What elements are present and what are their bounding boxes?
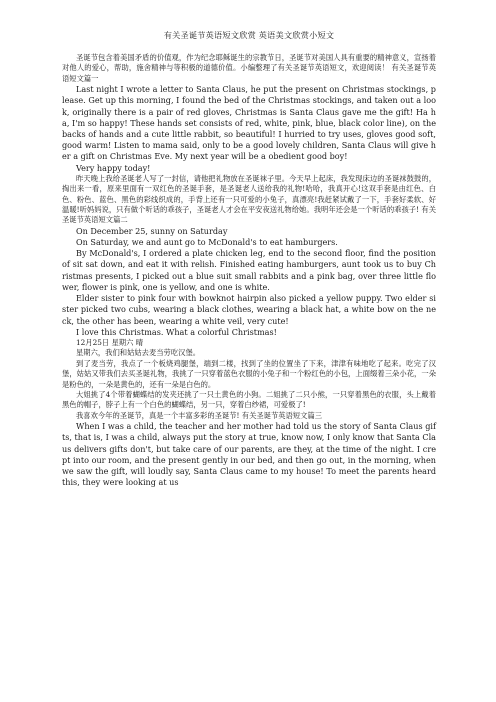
mcdonalds-paragraph-zh: 到了麦当劳，我点了一个板烧鸡腿堡，端到二楼，找到了坐的位置坐了下来，津津有味地吃了起来。吃完了汉堡，姑姑又带我们去买圣诞礼物，我挑了一只穿着蓝色衣服的小兔子和一个粉红色的小包，上面缀着三朵小花，一朵是粉色的，一朵是黄色的，还有一朵是白色的。 bbox=[62, 358, 436, 389]
letter-paragraph-zh: 昨天晚上我给圣诞老人写了一封信，请他把礼物放在圣诞袜子里。今天早上起床，我发现床边的圣诞袜鼓鼓的，掏出来一看，原来里面有一双红色的圣诞手套，是圣诞老人送给我的礼物!哈哈，我真开心!这双手套是由红色、白色、粉色、蓝色、黑色的彩线织成的，手背上还有一只可爱的小兔子，真漂亮!我赶紧试戴了一下，手套好柔软、好温暖!听妈妈说，只有做个听话的乖孩子，圣诞老人才会在平安夜送礼物给她。我明年还会是一个听话的乖孩子! 有关圣诞节英语短文篇二 bbox=[62, 173, 436, 225]
happy-line-en: Very happy today! bbox=[76, 162, 151, 173]
sisters-paragraph-zh: 大姐挑了4个带着蝴蝶结的发夹还挑了一只土黄色的小狗。二姐挑了二只小熊，一只穿着黑色的衣服，头上戴着黑色的帽子，脖子上有一个白色的蝴蝶结，另一只，穿着白纱裙，可爱极了! bbox=[62, 389, 436, 410]
date-line-zh: 12月25日 星期六 晴 bbox=[76, 337, 143, 347]
mcdonalds-paragraph-en: By McDonald's, I ordered a plate chicken leg, end to the second floor, find the position of sit sat down, and eat it with relish. Finished eating hamburgers, aunt took us to buy Christmas presents, I picked out a blue suit small rabbits and a pink bag, over three little flower, flower is pink, one is yellow, and one is white. bbox=[62, 248, 436, 292]
saturday-line-zh: 星期六，我们和姑姑去麦当劳吃汉堡。 bbox=[76, 348, 201, 358]
intro-paragraph: 圣诞节包含着美国矛盾的价值观，作为纪念耶稣诞生的宗教节日，圣诞节对美国人具有重要的精神意义，宣扬着对他人的爱心，帮助，施舍精神与等积极的道德价值。小编整理了有关圣诞节英语短文，欢迎阅读！ 有关圣诞节英语短文篇一 bbox=[62, 53, 436, 83]
love-christmas-line-en: I love this Christmas. What a colorful Christmas! bbox=[76, 326, 277, 337]
sisters-paragraph-en: Elder sister to pink four with bowknot hairpin also picked a yellow puppy. Two elder sister picked two cubs, wearing a black clothes, wearing a black hat, a white bow on the neck, the other has been, wearing a white veil, very cute! bbox=[62, 293, 436, 326]
love-christmas-line-zh: 我喜欢今年的圣诞节，真是一个丰富多彩的圣诞节! 有关圣诞节英语短文篇三 bbox=[76, 410, 323, 420]
document-title: 有关圣诞节英语短文欣赏 英语美文欣赏小短文 bbox=[163, 30, 335, 40]
saturday-line-en: On Saturday, we and aunt go to McDonald's to eat hamburgers. bbox=[76, 237, 338, 248]
letter-paragraph-en: Last night I wrote a letter to Santa Claus, he put the present on Christmas stockings, please. Get up this morning, I found the bed of the Christmas stockings, and taken out a look, originally there is a pair of red gloves, Christmas is Santa Claus gave me the gift! Ha ha, I'm so happy! These hands set consists of red, white, pink, blue, black color line), on the backs of hands and a cute little rabbit, so beautiful! I hurried to try uses, gloves good soft, good warm! Listen to mama said, only to be a good lovely children, Santa Claus will give her a gift on Christmas Eve. My next year will be a obedient good boy! bbox=[62, 84, 436, 162]
date-line-en: On December 25, sunny on Saturday bbox=[76, 225, 228, 236]
santa-story-paragraph-en: When I was a child, the teacher and her mother had told us the story of Santa Claus gifts, that is, I was a child, always put the story at true, know now, I only know that Santa Claus delivers gifts don't, but take care of our parents, are they, at the time of the night. I crept into our room, and the present gently in our bed, and then go out, in the morning, when we saw the gift, will loudly say, Santa Claus came to my house! To meet the parents heard this, they were looking at us bbox=[62, 421, 436, 488]
